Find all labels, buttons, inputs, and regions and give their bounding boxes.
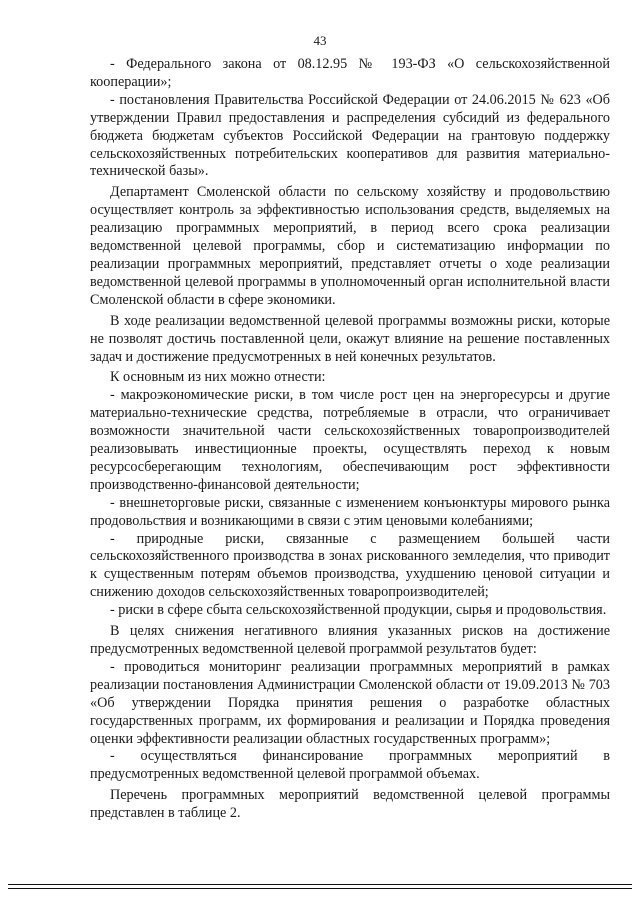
paragraph-department-control: Департамент Смоленской области по сельскому хозяйству и продовольствию осуществляет контроль за эффективностью использования средств, выделяемых на реализацию программных мероприятий, в период всего срока реализации ведомственной целевой программы, сбор и систематизацию информации по реализации программных мероприятий, представляет отчеты о ходе реализации ведомственной целевой программы в уполномоченный орган исполнительной власти Смоленской области в сфере экономики. <box>90 184 610 308</box>
paragraph-sales-risks: - риски в сфере сбыта сельскохозяйственной продукции, сырья и продовольствия. <box>110 602 607 619</box>
paragraph-macroeconomic-risks: - макроэкономические риски, в том числе рост цен на энергоресурсы и другие материально-технические средства, потребляемые в отрасли, что ограничивает возможности значительной части сельскохозяйственных товаропроизводителей реализовывать инвестиционные проекты, осуществлять переход к новым ресурсосберегающим технологиям, обеспечивающим рост эффективности производственно-финансовой деятельности; <box>90 387 610 493</box>
paragraph-risks-intro: В ходе реализации ведомственной целевой программы возможны риски, которые не позволят достичь поставленной цели, окажут влияние на решение поставленных задач и достижение предусмотренных в ней конечных результатов. <box>90 312 610 365</box>
bottom-border-line <box>8 884 632 885</box>
paragraph-foreign-trade-risks: - внешнеторговые риски, связанные с изменением конъюнктуры мирового рынка продовольствия и возникающими в связи с этим ценовыми колебаниями; <box>90 494 610 529</box>
paragraph-financing: - осуществляться финансирование программных мероприятий в предусмотренных ведомственной целевой программой объемах. <box>90 748 610 783</box>
document-body <box>90 56 610 823</box>
paragraph-federal-law: - Федерального закона от 08.12.95 № 193-ФЗ «О сельскохозяйственной кооперации»; <box>90 56 610 90</box>
paragraph-government-decree: - постановления Правительства Российской Федерации от 24.06.2015 № 623 «Об утверждении Правил предоставления и распределения субсидий из федерального бюджета бюджетам субъектов Российской Федерации на грантовую поддержку сельскохозяйственных потребительских кооперативов для развития материально-технической базы». <box>90 91 610 180</box>
paragraph-monitoring: - проводиться мониторинг реализации программных мероприятий в рамках реализации постановления Администрации Смоленской области от 19.09.2013 № 703 «Об утверждении Порядка принятия решения о разработке областных государственных программ, их формирования и реализации и Порядка проведения оценки эффективности реализации областных государственных программ»; <box>90 658 610 747</box>
page-number: 43 <box>313 33 327 48</box>
paragraph-mitigation-intro: В целях снижения негативного влияния указанных рисков на достижение предусмотренных ведомственной целевой программой результатов будет: <box>90 623 610 657</box>
bottom-border-line-secondary <box>8 888 632 889</box>
paragraph-main-risks: К основным из них можно отнести: <box>110 369 326 386</box>
paragraph-natural-risks: - природные риски, связанные с размещением большей части сельскохозяйственного производства в зонах рискованного земледелия, что приводит к существенным потерям объемов производства, ухудшению ценовой ситуации и снижению доходов сельскохозяйственных товаропроизводителей; <box>90 530 610 601</box>
paragraph-table-reference: Перечень программных мероприятий ведомственной целевой программы представлен в таблице 2. <box>90 787 610 822</box>
